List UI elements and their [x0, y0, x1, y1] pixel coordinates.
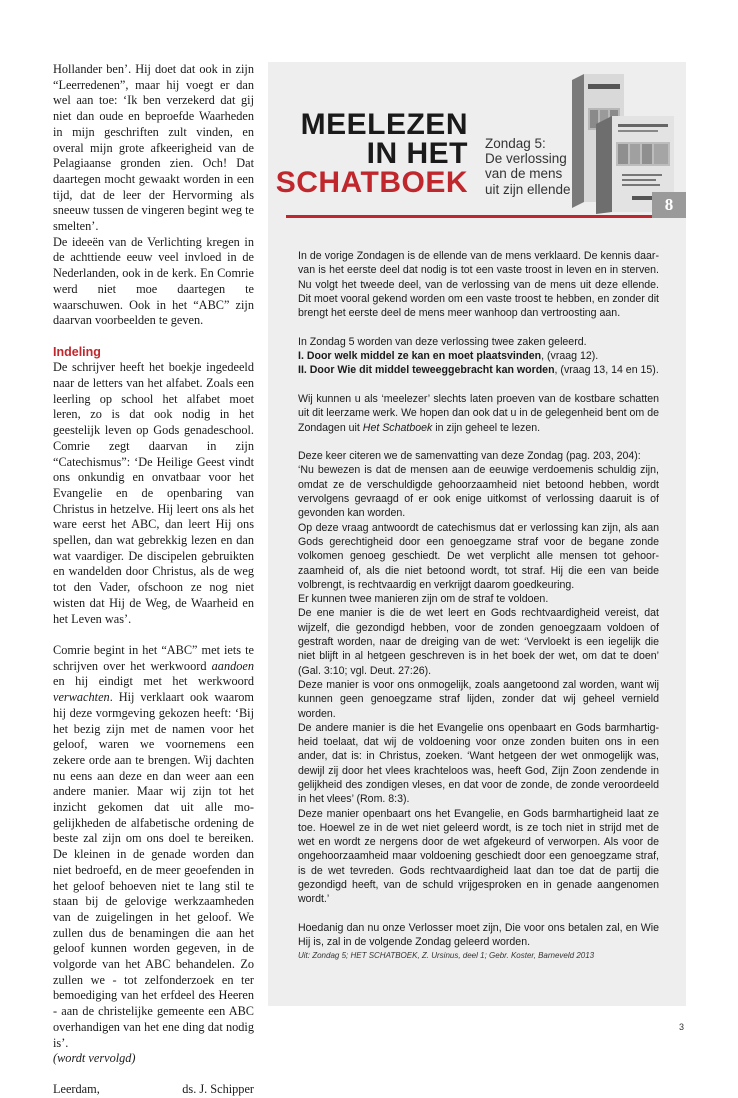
- accent-rule: [286, 215, 686, 218]
- question-2-rest: , (vraag 13, 14 en 15).: [554, 364, 659, 377]
- title-line-1: MEELEZEN: [300, 108, 468, 141]
- book-title-italic: Het Schatboek: [362, 421, 433, 434]
- continued-note: (wordt vervolgd): [53, 1051, 136, 1066]
- panel-paragraph-11: Deze manier openbaart ons het Evangelie, en Gods barmhartigheid laat ze toe. Hoewel ze in de wet niet geleerd wordt, is ze toch niet in strijd met de wet en wordt ze nergens door de wet afgekeurd of verworpen. Als voor de ongehoorzaamheid maar voldoening geschiedt door een genoegzame straf, is de wet tevreden. Gods rechtvaardigheid laat dan toe dat de partij die gezondigd heeft, van de schuld vrijgesproken en in genade aangenomen wordt.’: [298, 807, 659, 906]
- panel-paragraph-7: Er kunnen twee manieren zijn om de straf te voldoen.: [298, 593, 549, 606]
- panel-paragraph-12: Hoedanig dan nu onze Verlosser moet zijn, Die voor ons betalen zal, en Wie Hij is, zal in de volgende Zondag geleerd worden.: [298, 921, 659, 949]
- signature-line: [53, 1082, 254, 1098]
- left-paragraph-1: Hollander ben’. Hij doet dat ook in zijn “Leerredenen”, maar hij voegt er dan wel aan toe: ‘Ik ben verzekerd dat gij niet dan oude en beproefde Waarheden in mijn geschriften zult vinden, en overal mijn grote afkeerigheid van de Pelagiaanse gronden zien. Och! Dat daartegen mocht gewaakt worden in een tijd, dat de leer der Hervorming als sneeuw tussen de vingeren begint weg te smelten’.: [53, 62, 254, 234]
- panel-paragraph-6: Op deze vraag antwoordt de catechismus dat er verlossing kan zijn, als aan Gods gerechtigheid door een genoegzame straf voor de begane zonde volkomen genoeg geschiedt. De wet verplicht alle mensen tot gehoorzaamheid of, als die niet betoond wordt, tot straf. Hij die een van beide volbrengt, is rechtvaardig en verkrijgt daarom goedkeuring.: [298, 521, 659, 591]
- left-paragraph-4: [53, 643, 254, 1051]
- text-span: Wij kunnen u als ‘meelezer’ slechts laten proeven van de kostbare schatten uit dit leerzame werk. We hopen dan ook dat u in de gelegenheid bent om de Zondagen uit: [298, 392, 659, 434]
- title-line-2: IN HET: [366, 137, 468, 170]
- text-span: . Hij verklaart ook waarom hij deze vormgeving gekozen heeft: ‘Bij het bezig zijn met de namen voor het geloof, waren we voornemens een zekere orde aan te brengen. Wij dachten nu eens aan deze en dan weer aan een andere manier. Maar wij zijn tot het inzicht gekomen dat uit alle mogelijkheden de alfabetische ordening de beste zal zijn om ons doel te bereiken. De kleinen in de genade worden dan niet bedroefd, en de meer geoefenden in het geloof behoeven niet te lang stil te staan bij de gelovige werkzaamheden van de zuigelingen in het geloof. We zullen dus de benamingen die aan het geloof kunnen worden gegeven, in de volgorde van het ABC behandelen. Zo zullen we - tot zelfonderzoek en ter bemoediging van het erfdeel des Heeren - aan de christelijke gemeente een ABC overhandigen van het ene ding dat nodig is’.: [53, 690, 254, 1050]
- left-paragraph-3: De schrijver heeft het boekje ingedeeld naar de letters van het alfabet. Zoals een leerling op school het alfabet moet leren, zo is dat ook nodig in het geestelijk leven op Gods genadeschool. Comrie zegt daarvan in zijn “Catechismus”: ‘De Heilige Geest vindt ons onkundig en onvatbaar voor het Evangelie en de openbaring van Christus in hetzelve. Hij leert ons als het ware eerst het ABC, dan leert Hij ons spellen, dan wat gebrekkig lezen en dan wat vaardiger. De discipelen gebruikten en wandelden door Christus, als de weg tot den Vader, ofschoon ze nog niet wisten dat Hij de Weg, de Waarheid en het Leven was’.: [53, 360, 254, 626]
- panel-paragraph-10: De andere manier is die het Evangelie ons openbaart en Gods barmhartigheid toelaat, dat wij de voldoening voor onze zonden buiten ons in een ander, dat is: in Christus, zoeken. ‘Want hetgeen der wet onmogelijk was, dewijl zij door het vlees krachteloos was, heeft God, Zijn Zoon zendende in gelijkheid des zondigen vleses, en dat voor de zonde, de zonde veroordeeld in het vlees’ (Rom. 8:3).: [298, 721, 659, 806]
- panel-paragraph-5: ‘Nu bewezen is dat de mensen aan de eeuwige verdoemenis schuldig zijn, omdat ze de verschuldigde gehoorzaamheid niet betoond hebben, wordt vervolgens gevraagd of er ook enige uitkomst of verlossing daaruit is of gevonden kan worden.: [298, 464, 659, 520]
- panel-paragraph-2: In Zondag 5 worden van deze verlossing twee zaken geleerd.: [298, 335, 587, 348]
- subtitle-line-3: van de mens: [485, 166, 563, 182]
- left-column: [53, 62, 254, 1098]
- place-name: Leerdam,: [53, 1081, 100, 1096]
- masthead: [268, 62, 686, 217]
- question-1-bold: I. Door welk middel ze kan en moet plaatsvinden: [298, 350, 542, 363]
- left-paragraph-2: De ideeën van de Verlichting kregen in de achttiende eeuw veel invloed in de Nederlanden, ook in de kerk. En Comrie werd niet moe daartegen te waarschuwen. Ook in het “ABC” zijn daarvan voorbeelden te geven.: [53, 234, 254, 328]
- section-heading-indeling: Indeling: [53, 344, 101, 359]
- panel-paragraph-8: De ene manier is die de wet leert en Gods rechtvaardigheid vereist, dat wijzelf, die gezondigd hebben, voor de zonden genoegzaam voldoen of gestraft worden, naar de dreiging van de wet: ‘Vervloekt is een iegelijk die niet blijft in al hetgeen geschreven is in het boek der wet, om dat te doen’ (Gal. 3:10; vgl. Deut. 27:26).: [298, 607, 659, 677]
- text-span: in zijn geheel te lezen.: [432, 421, 541, 434]
- panel-paragraph-9: Deze manier is voor ons onmogelijk, zoals aangetoond zal worden, want wij kunnen geen genoegzame straf lijden, zonder dat wij geheel vernield worden.: [298, 678, 659, 720]
- panel-paragraph-3: [298, 392, 659, 435]
- source-citation: Uit: Zondag 5; HET SCHATBOEK, Z. Ursinus, deel 1; Gebr. Koster, Barneveld 2013: [298, 950, 595, 960]
- question-2: [298, 363, 659, 377]
- title-line-3: SCHATBOEK: [275, 166, 468, 199]
- masthead-title: [276, 110, 468, 197]
- question-1-rest: , (vraag 12).: [541, 350, 599, 363]
- masthead-subtitle: [485, 136, 571, 197]
- subtitle-line-1: Zondag 5:: [485, 136, 546, 151]
- panel-body: [298, 249, 659, 961]
- subtitle-line-4: uit zijn ellende: [485, 181, 571, 197]
- question-2-bold: II. Door Wie dit middel teweeggebracht kan worden: [298, 364, 555, 377]
- panel-paragraph-4: Deze keer citeren we de samenvatting van deze Zondag (pag. 203, 204):: [298, 450, 641, 463]
- subtitle-line-2: De verlossing: [485, 151, 567, 167]
- panel-paragraph-1: In de vorige Zondagen is de ellende van de mens verklaard. De kennis daarvan is het eerste deel dat nodig is tot een vaste troost in leven en in sterven. Nu volgt het tweede deel, van de verlossing van de mens uit deze ellende. Dit moet vooral gekend worden om een vaste troost te hebben, en zonder dit brengt het eerste deel de mens meer wanhoop dan vertroosting aan.: [298, 250, 659, 320]
- italic-word-verwachten: verwachten: [53, 690, 110, 705]
- page-number: 3: [679, 1022, 685, 1032]
- text-span: en hij eindigt met het werkwoord: [53, 674, 254, 689]
- schatboek-panel: [268, 62, 686, 1006]
- text-span: Comrie begint in het “ABC” met iets te schrijven over het werkwoord: [53, 642, 254, 673]
- chapter-badge: 8: [652, 192, 686, 218]
- author-name: ds. J. Schipper: [182, 1081, 254, 1096]
- italic-word-aandoen: aandoen: [211, 658, 254, 673]
- question-1: [298, 349, 659, 363]
